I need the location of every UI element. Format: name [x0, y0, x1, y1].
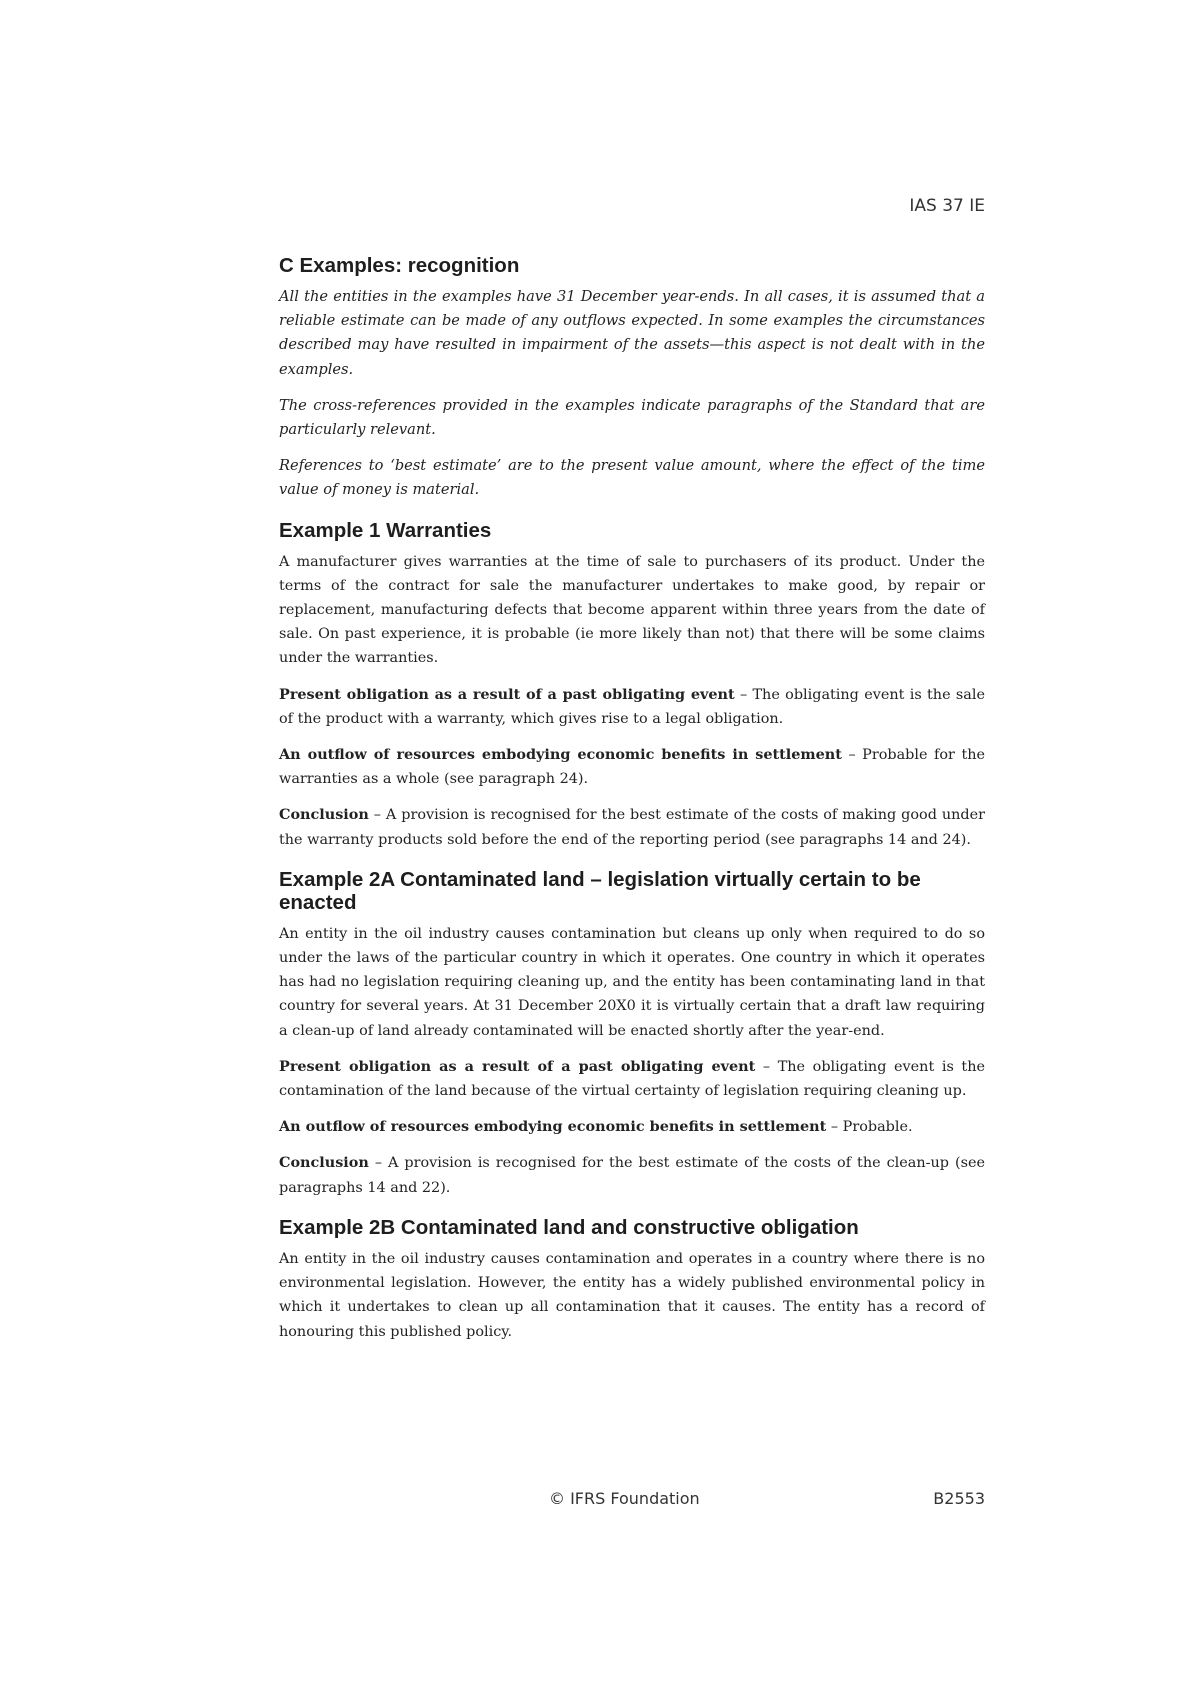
outflow-text: – Probable.	[826, 1119, 913, 1136]
example-1-body: A manufacturer gives warranties at the time of sale to purchasers of its product. Under the terms of the contract for sale the manufacturer undertakes to make good, by repair or replacement, manufacturing defects that become apparent within three years from the date of sale. On past experience, it is probable (ie more likely than not) that there will be some claims under the warranties.	[279, 553, 985, 667]
running-header: IAS 37 IE	[909, 196, 985, 216]
page-content	[279, 254, 985, 1356]
conclusion-text: – A provision is recognised for the best estimate of the costs of making good under the warranty products sold before the end of the reporting period (see paragraphs 14 and 24).	[279, 807, 985, 848]
example-1-obligation	[279, 683, 985, 731]
obligation-text: – The obligating event is the sale of the product with a warranty, which gives rise to a legal obligation.	[279, 686, 985, 727]
section-title: C Examples: recognition	[279, 254, 520, 277]
example-2a-body: An entity in the oil industry causes contamination but cleans up only when required to do so under the laws of the particular country in which it operates. One country in which it operates has had no legislation requiring cleaning up, and the entity has been contaminating land in that country for several years. At 31 December 20X0 it is virtually certain that a draft law requiring a clean-up of land already contaminated will be enacted shortly after the year-end.	[279, 925, 985, 1039]
outflow-label: An outflow of resources embodying economic benefits in settlement	[279, 1118, 827, 1136]
example-2a-obligation	[279, 1055, 985, 1103]
intro-paragraph: The cross-references provided in the examples indicate paragraphs of the Standard that are particularly relevant.	[279, 396, 985, 439]
example-2a-title: Example 2A Contaminated land – legislation virtually certain to be enacted	[279, 867, 921, 914]
example-2a-outflow	[279, 1115, 985, 1139]
example-2a-conclusion	[279, 1151, 985, 1199]
example-1-outflow	[279, 743, 985, 791]
obligation-label: Present obligation as a result of a past obligating event	[279, 1057, 756, 1075]
conclusion-label: Conclusion	[279, 806, 369, 824]
intro-paragraph: All the entities in the examples have 31 December year-ends. In all cases, it is assumed that a reliable estimate can be made of any outflows expected. In some examples the circumstances described may have resulted in impairment of the assets—this aspect is not dealt with in the examples.	[279, 288, 985, 378]
example-1-title: Example 1 Warranties	[279, 518, 492, 542]
footer-page-number: B2553	[933, 1489, 985, 1508]
obligation-label: Present obligation as a result of a past obligating event	[279, 685, 735, 703]
example-2b-body: An entity in the oil industry causes contamination and operates in a country where there is no environmental legislation. However, the entity has a widely published environmental policy in which it undertakes to clean up all contamination that it causes. The entity has a record of honouring this published policy.	[279, 1250, 985, 1340]
conclusion-text: – A provision is recognised for the best estimate of the costs of the clean-up (see paragraphs 14 and 22).	[279, 1155, 985, 1196]
intro-paragraph: References to ‘best estimate’ are to the present value amount, where the effect of the time value of money is material.	[279, 457, 985, 499]
outflow-label: An outflow of resources embodying economic benefits in settlement	[279, 746, 842, 764]
example-2b-title: Example 2B Contaminated land and constructive obligation	[279, 1215, 859, 1239]
obligation-text: – The obligating event is the contamination of the land because of the virtual certainty of legislation requiring cleaning up.	[279, 1058, 985, 1100]
footer-copyright: © IFRS Foundation	[549, 1489, 700, 1508]
outflow-text: – Probable for the warranties as a whole (see paragraph 24).	[279, 747, 986, 788]
conclusion-label: Conclusion	[279, 1154, 369, 1172]
example-1-conclusion	[279, 803, 985, 851]
